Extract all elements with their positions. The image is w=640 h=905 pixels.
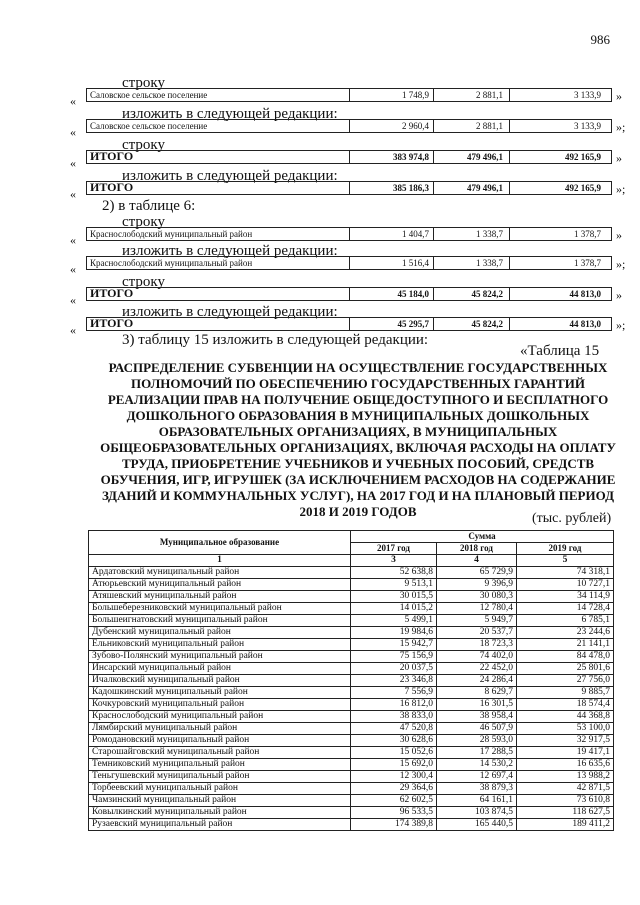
value-2019: 42 871,5: [517, 783, 614, 795]
table-row: [89, 699, 614, 711]
value-2017: 16 812,0: [351, 699, 437, 711]
quote-open: «: [70, 94, 76, 108]
municipality-cell: Кочкуровский муниципальный район: [89, 699, 351, 711]
row-word: строку: [122, 274, 165, 290]
header-2017: 2017 год: [351, 543, 437, 555]
value-2019: 3 133,9: [574, 90, 601, 100]
value-2017: 1 748,9: [402, 90, 429, 100]
column-index: 1: [89, 555, 351, 567]
value-2017: 30 015,5: [351, 591, 437, 603]
header-2018: 2018 год: [437, 543, 517, 555]
value-2019: 44 368,8: [517, 711, 614, 723]
value-2017: 45 184,0: [397, 289, 429, 299]
value-2018: 22 452,0: [437, 663, 517, 675]
row-name: ИТОГО: [90, 316, 134, 330]
municipality-cell: Ромодановский муниципальный район: [89, 735, 351, 747]
value-2018: 28 593,0: [437, 735, 517, 747]
value-2019: 6 785,1: [517, 615, 614, 627]
municipality-cell: Ельниковский муниципальный район: [89, 639, 351, 651]
table-row: [89, 651, 614, 663]
table-row: [89, 687, 614, 699]
value-2017: 1 516,4: [402, 258, 429, 268]
municipality-cell: Чамзинский муниципальный район: [89, 795, 351, 807]
row-word: строку: [122, 75, 165, 91]
table-row: [89, 819, 614, 831]
value-2019: 74 318,1: [517, 567, 614, 579]
value-2018: 8 629,7: [437, 687, 517, 699]
row-name: Краснослободский муниципальный район: [90, 229, 253, 239]
value-2019: 44 813,0: [569, 319, 601, 329]
table-row: [89, 567, 614, 579]
quote-open: «: [70, 323, 76, 337]
value-2019: 492 165,9: [565, 183, 601, 193]
header-sum: Сумма: [351, 531, 614, 543]
municipality-cell: Атяшевский муниципальный район: [89, 591, 351, 603]
value-2017: 29 364,6: [351, 783, 437, 795]
value-2019: 84 478,0: [517, 651, 614, 663]
value-2017: 52 638,8: [351, 567, 437, 579]
value-2019: 73 610,8: [517, 795, 614, 807]
municipality-cell: Ардатовский муниципальный район: [89, 567, 351, 579]
table-row: [89, 591, 614, 603]
value-2018: 45 824,2: [471, 289, 503, 299]
value-2018: 24 286,4: [437, 675, 517, 687]
value-2019: 21 141,1: [517, 639, 614, 651]
units-label: (тыс. рублей): [532, 511, 612, 526]
value-2019: 23 244,6: [517, 627, 614, 639]
value-2018: 12 780,4: [437, 603, 517, 615]
value-2018: 479 496,1: [467, 183, 503, 193]
value-2019: 44 813,0: [569, 289, 601, 299]
replace-word: изложить в следующей редакции:: [122, 168, 338, 184]
value-2019: 14 728,4: [517, 603, 614, 615]
table-row: [89, 639, 614, 651]
row-name: ИТОГО: [90, 180, 134, 194]
value-2019: 18 574,4: [517, 699, 614, 711]
value-2019: 27 756,0: [517, 675, 614, 687]
page-number: 986: [590, 32, 610, 47]
value-2018: 74 402,0: [437, 651, 517, 663]
row-name: Саловское сельское поселение: [90, 90, 208, 100]
table-row: [89, 735, 614, 747]
municipality-cell: Темниковский муниципальный район: [89, 759, 351, 771]
row-name: ИТОГО: [90, 149, 134, 163]
value-2019: 189 411,2: [517, 819, 614, 831]
table-row: [89, 747, 614, 759]
amend-row-total: [86, 317, 612, 331]
table-row: [89, 663, 614, 675]
value-2017: 19 984,6: [351, 627, 437, 639]
value-2018: 1 338,7: [476, 258, 503, 268]
value-2018: 2 881,1: [476, 90, 503, 100]
table-number: «Таблица 15: [520, 343, 600, 359]
subvention-table: [88, 530, 614, 831]
value-2019: 492 165,9: [565, 152, 601, 162]
replace-word: изложить в следующей редакции:: [122, 106, 338, 122]
value-2018: 38 958,4: [437, 711, 517, 723]
value-2018: 65 729,9: [437, 567, 517, 579]
replace-word: изложить в следующей редакции:: [122, 243, 338, 259]
table-row: [89, 579, 614, 591]
municipality-cell: Рузаевский муниципальный район: [89, 819, 351, 831]
value-2019: 34 114,9: [517, 591, 614, 603]
quote-close: »;: [616, 182, 626, 196]
table-row: [89, 795, 614, 807]
amend-row: [86, 119, 612, 133]
quote-close: »: [616, 228, 622, 242]
quote-close: »: [616, 288, 622, 302]
value-2019: 10 727,1: [517, 579, 614, 591]
value-2019: 25 801,6: [517, 663, 614, 675]
municipality-cell: Ковылкинский муниципальный район: [89, 807, 351, 819]
quote-open: «: [70, 262, 76, 276]
value-2017: 15 692,0: [351, 759, 437, 771]
row-name: ИТОГО: [90, 286, 134, 300]
municipality-cell: Дубенский муниципальный район: [89, 627, 351, 639]
value-2017: 383 974,8: [393, 152, 429, 162]
municipality-cell: Атюрьевский муниципальный район: [89, 579, 351, 591]
quote-close: »: [616, 89, 622, 103]
header-municipality: Муниципальное образование: [89, 531, 351, 555]
value-2018: 479 496,1: [467, 152, 503, 162]
value-2019: 1 378,7: [574, 258, 601, 268]
value-2017: 38 833,0: [351, 711, 437, 723]
value-2017: 5 499,1: [351, 615, 437, 627]
value-2018: 30 080,3: [437, 591, 517, 603]
table-row: [89, 615, 614, 627]
municipality-cell: Кадошкинский муниципальный район: [89, 687, 351, 699]
value-2019: 32 917,5: [517, 735, 614, 747]
value-2018: 45 824,2: [471, 319, 503, 329]
value-2018: 2 881,1: [476, 121, 503, 131]
item-3: 3) таблицу 15 изложить в следующей редакции:: [122, 332, 429, 348]
column-index: 5: [517, 555, 614, 567]
row-name: Краснослободский муниципальный район: [90, 258, 253, 268]
row-name: Саловское сельское поселение: [90, 121, 208, 131]
value-2017: 15 052,6: [351, 747, 437, 759]
quote-open: «: [70, 293, 76, 307]
municipality-cell: Большеигнатовский муниципальный район: [89, 615, 351, 627]
municipality-cell: Ичалковский муниципальный район: [89, 675, 351, 687]
row-word: строку: [122, 214, 165, 230]
amend-row: [86, 88, 612, 102]
row-word: строку: [122, 137, 165, 153]
value-2018: 64 161,1: [437, 795, 517, 807]
quote-close: »;: [616, 257, 626, 271]
value-2017: 45 295,7: [397, 319, 429, 329]
value-2017: 75 156,9: [351, 651, 437, 663]
municipality-cell: Лямбирский муниципальный район: [89, 723, 351, 735]
quote-open: «: [70, 233, 76, 247]
column-index: 4: [437, 555, 517, 567]
value-2018: 20 537,7: [437, 627, 517, 639]
table-row: [89, 783, 614, 795]
header-2019: 2019 год: [517, 543, 614, 555]
value-2018: 38 879,3: [437, 783, 517, 795]
value-2017: 1 404,7: [402, 229, 429, 239]
value-2018: 165 440,5: [437, 819, 517, 831]
value-2019: 16 635,6: [517, 759, 614, 771]
value-2017: 2 960,4: [402, 121, 429, 131]
quote-open: «: [70, 156, 76, 170]
municipality-cell: Краснослободский муниципальный район: [89, 711, 351, 723]
value-2019: 53 100,0: [517, 723, 614, 735]
value-2018: 18 723,3: [437, 639, 517, 651]
value-2017: 14 015,2: [351, 603, 437, 615]
value-2017: 47 520,8: [351, 723, 437, 735]
amend-row-total: [86, 150, 612, 164]
value-2019: 118 627,5: [517, 807, 614, 819]
quote-close: »;: [616, 120, 626, 134]
replace-word: изложить в следующей редакции:: [122, 304, 338, 320]
municipality-cell: Старошайговский муниципальный район: [89, 747, 351, 759]
value-2017: 385 186,3: [393, 183, 429, 193]
amend-row-total: [86, 287, 612, 301]
value-2019: 9 885,7: [517, 687, 614, 699]
municipality-cell: Большеберезниковский муниципальный район: [89, 603, 351, 615]
municipality-cell: Торбеевский муниципальный район: [89, 783, 351, 795]
value-2019: 19 417,1: [517, 747, 614, 759]
municipality-cell: Зубово-Полянский муниципальный район: [89, 651, 351, 663]
value-2017: 30 628,6: [351, 735, 437, 747]
amend-row: [86, 256, 612, 270]
value-2019: 13 988,2: [517, 771, 614, 783]
value-2018: 17 288,5: [437, 747, 517, 759]
value-2017: 62 602,5: [351, 795, 437, 807]
value-2017: 174 389,8: [351, 819, 437, 831]
municipality-cell: Инсарский муниципальный район: [89, 663, 351, 675]
table-row: [89, 711, 614, 723]
value-2019: 1 378,7: [574, 229, 601, 239]
value-2018: 12 697,4: [437, 771, 517, 783]
table-row: [89, 723, 614, 735]
value-2017: 7 556,9: [351, 687, 437, 699]
table-row: [89, 627, 614, 639]
quote-close: »;: [616, 318, 626, 332]
value-2019: 3 133,9: [574, 121, 601, 131]
value-2018: 46 507,9: [437, 723, 517, 735]
value-2017: 15 942,7: [351, 639, 437, 651]
municipality-cell: Теньгушевский муниципальный район: [89, 771, 351, 783]
column-index: 3: [351, 555, 437, 567]
table-row: [89, 759, 614, 771]
quote-open: «: [70, 125, 76, 139]
value-2017: 12 300,4: [351, 771, 437, 783]
value-2018: 16 301,5: [437, 699, 517, 711]
table-row: [89, 675, 614, 687]
value-2018: 1 338,7: [476, 229, 503, 239]
value-2017: 23 346,8: [351, 675, 437, 687]
value-2018: 5 949,7: [437, 615, 517, 627]
value-2018: 9 396,9: [437, 579, 517, 591]
value-2018: 103 874,5: [437, 807, 517, 819]
item-2: 2) в таблице 6:: [102, 198, 196, 214]
value-2017: 96 533,5: [351, 807, 437, 819]
value-2017: 9 513,1: [351, 579, 437, 591]
table-row: [89, 771, 614, 783]
value-2018: 14 530,2: [437, 759, 517, 771]
table-row: [89, 807, 614, 819]
amend-row-total: [86, 181, 612, 195]
table-row: [89, 603, 614, 615]
amend-row: [86, 227, 612, 241]
quote-close: »: [616, 151, 622, 165]
quote-open: «: [70, 187, 76, 201]
table-title: РАСПРЕДЕЛЕНИЕ СУБВЕНЦИИ НА ОСУЩЕСТВЛЕНИЕ ГОСУДАРСТВЕННЫХ ПОЛНОМОЧИЙ ПО ОБЕСПЕЧЕНИЮ ГОСУДАРСТВЕННЫХ ГАРАНТИЙ РЕАЛИЗАЦИИ ПРАВ НА ПОЛУЧЕНИЕ ОБЩЕДОСТУПНОГО И БЕСПЛАТНОГО ДОШКОЛЬНОГО ОБРАЗОВАНИЯ В МУНИЦИПАЛЬНЫХ ДОШКОЛЬНЫХ ОБРАЗОВАТЕЛЬНЫХ ОРГАНИЗАЦИЯХ, В МУНИЦИПАЛЬНЫХ ОБЩЕОБРАЗОВАТЕЛЬНЫХ ОРГАНИЗАЦИЯХ, ВКЛЮЧАЯ РАСХОДЫ НА ОПЛАТУ ТРУДА, ПРИОБРЕТЕНИЕ УЧЕБНИКОВ И УЧЕБНЫХ ПОСОБИЙ, СРЕДСТВ ОБУЧЕНИЯ, ИГР, ИГРУШЕК (ЗА ИСКЛЮЧЕНИЕМ РАСХОДОВ НА СОДЕРЖАНИЕ ЗДАНИЙ И КОММУНАЛЬНЫХ УСЛУГ), НА 2017 ГОД И НА ПЛАНОВЫЙ ПЕРИОД 2018 И 2019 ГОДОВ: [100, 360, 616, 519]
value-2017: 20 037,5: [351, 663, 437, 675]
